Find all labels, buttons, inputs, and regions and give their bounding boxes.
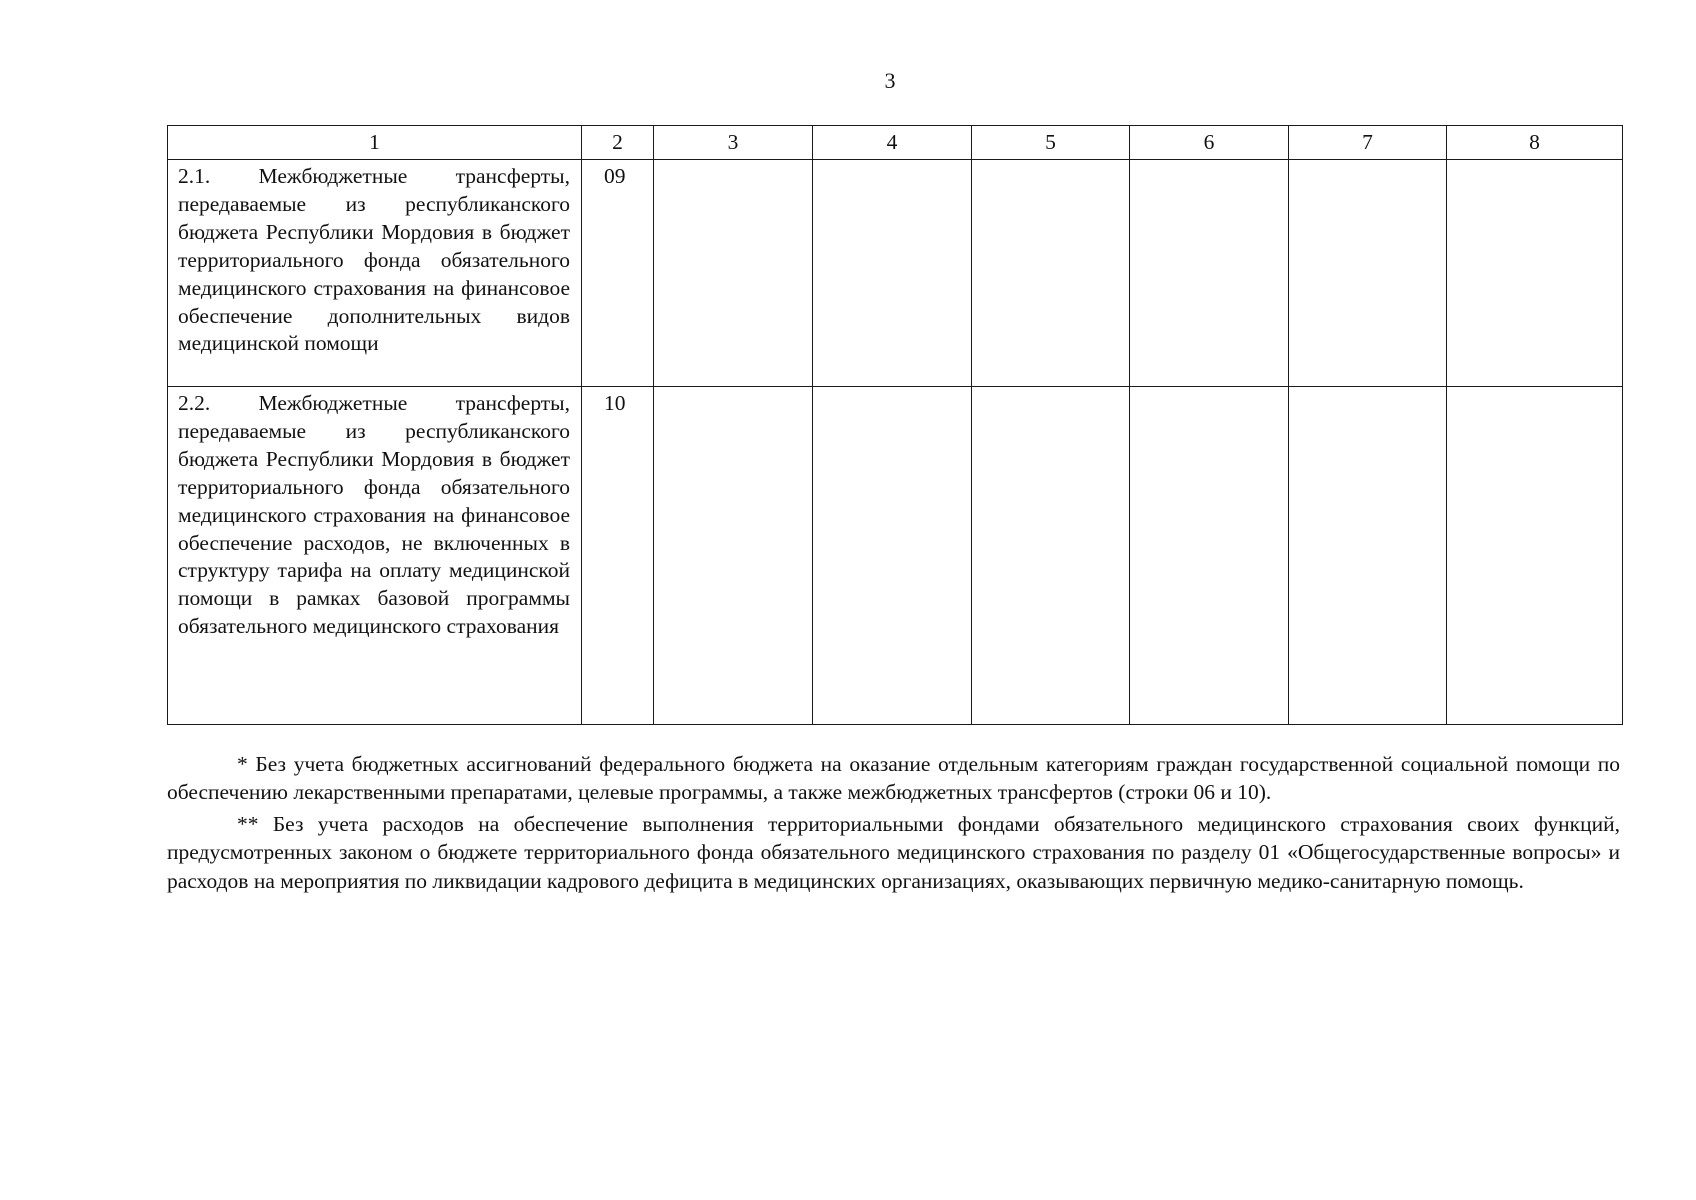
table-row — [168, 160, 1623, 387]
column-header-4: 4 — [813, 126, 972, 160]
column-header-3: 3 — [654, 126, 813, 160]
column-header-1: 1 — [168, 126, 582, 160]
value-cell — [972, 160, 1130, 387]
value-cell — [654, 387, 813, 725]
value-cell — [1130, 160, 1289, 387]
value-cell — [1447, 387, 1623, 725]
value-cell — [1447, 160, 1623, 387]
table-row — [168, 387, 1623, 725]
footnote-double-asterisk: ** Без учета расходов на обеспечение выполнения территориальными фондами обязательного медицинского страхования своих функций, предусмотренных законом о бюджете территориального фонда обязательного медицинского страхования по разделу 01 «Общегосударственные вопросы» и расходов на мероприятия по ликвидации кадрового дефицита в медицинских организациях, оказывающих первичную медико-санитарную помощь. — [167, 811, 1620, 893]
column-header-8: 8 — [1447, 126, 1623, 160]
column-header-7: 7 — [1289, 126, 1447, 160]
row-code: 09 — [582, 160, 654, 387]
value-cell — [1289, 387, 1447, 725]
footnotes — [167, 750, 1620, 898]
value-cell — [813, 387, 972, 725]
value-cell — [972, 387, 1130, 725]
row-description: 2.1. Межбюджетные трансферты, передаваемые из республиканского бюджета Республики Мордовия в бюджет территориального фонда обязательного медицинского страхования на финансовое обеспечение дополнительных видов медицинской помощи — [168, 160, 582, 387]
value-cell — [1130, 387, 1289, 725]
row-code: 10 — [582, 387, 654, 725]
value-cell — [654, 160, 813, 387]
table-header-row — [168, 126, 1623, 160]
value-cell — [813, 160, 972, 387]
column-header-2: 2 — [582, 126, 654, 160]
value-cell — [1289, 160, 1447, 387]
page-number: 3 — [884, 68, 896, 93]
column-header-6: 6 — [1130, 126, 1289, 160]
column-header-5: 5 — [972, 126, 1130, 160]
budget-table — [167, 125, 1623, 725]
footnote-single-asterisk: * Без учета бюджетных ассигнований федерального бюджета на оказание отдельным категориям граждан государственной социальной помощи по обеспечению лекарственными препаратами, целевые программы, а также межбюджетных трансфертов (строки 06 и 10). — [167, 752, 1620, 805]
row-description: 2.2. Межбюджетные трансферты, передаваемые из республиканского бюджета Республики Мордовия в бюджет территориального фонда обязательного медицинского страхования на финансовое обеспечение расходов, не включенных в структуру тарифа на оплату медицинской помощи в рамках базовой программы обязательного медицинского страхования — [168, 387, 582, 725]
